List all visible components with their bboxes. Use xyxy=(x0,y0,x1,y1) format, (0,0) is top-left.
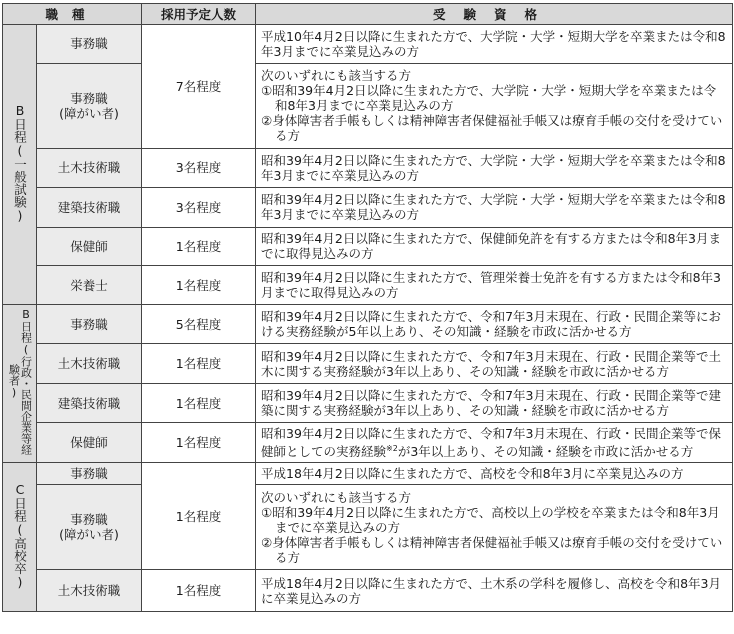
group-label: B日程(行政・民間企業等経験者) xyxy=(7,308,33,456)
qualification-cell: 昭和39年4月2日以降に生まれた方で、管理栄養士免許を有する方または令和8年3月までに取得見込みの方 xyxy=(256,266,733,305)
qualification-cell: 昭和39年4月2日以降に生まれた方で、令和7年3月末現在、行政・民間企業等で建築に関する実務経験が3年以上あり、その知識・経験を市政に活かせる方 xyxy=(256,383,733,423)
group-b-experienced xyxy=(3,304,37,462)
count-cell: 1名程度 xyxy=(142,383,256,423)
table-row xyxy=(3,25,733,64)
qualification-cell: 昭和39年4月2日以降に生まれた方で、大学院・大学・短期大学を卒業または令和8年3月までに卒業見込みの方 xyxy=(256,188,733,228)
count-cell: 1名程度 xyxy=(142,344,256,384)
qualification-cell: 昭和39年4月2日以降に生まれた方で、令和7年3月末現在、行政・民間企業等で土木に関する実務経験が3年以上あり、その知識・経験を市政に活かせる方 xyxy=(256,344,733,384)
job-cell: 土木技術職 xyxy=(37,344,142,384)
count-cell: 3名程度 xyxy=(142,188,256,228)
table-row xyxy=(3,423,733,463)
count-cell: 1名程度 xyxy=(142,570,256,612)
header-qualification: 受験資格 xyxy=(256,4,733,25)
job-cell: 建築技術職 xyxy=(37,188,142,228)
header-count: 採用予定人数 xyxy=(142,4,256,25)
count-cell: 1名程度 xyxy=(142,423,256,463)
recruitment-table xyxy=(2,3,733,612)
count-cell: 5名程度 xyxy=(142,304,256,344)
job-cell: 保健師 xyxy=(37,423,142,463)
job-cell: 事務職 (障がい者) xyxy=(37,63,142,148)
job-cell: 保健師 xyxy=(37,227,142,266)
count-cell: 3名程度 xyxy=(142,148,256,188)
table-row xyxy=(3,148,733,188)
table-row xyxy=(3,485,733,570)
footnote-marker: ※2 xyxy=(386,444,398,454)
table-row xyxy=(3,63,733,148)
count-cell: 1名程度 xyxy=(142,227,256,266)
job-cell: 土木技術職 xyxy=(37,148,142,188)
job-cell: 土木技術職 xyxy=(37,570,142,612)
table-row xyxy=(3,570,733,612)
table-row xyxy=(3,462,733,484)
group-c xyxy=(3,462,37,611)
group-b-general xyxy=(3,25,37,305)
job-cell: 事務職 (障がい者) xyxy=(37,485,142,570)
table-row xyxy=(3,383,733,423)
job-cell: 事務職 xyxy=(37,25,142,64)
qualification-cell: 平成18年4月2日以降に生まれた方で、土木系の学科を履修し、高校を令和8年3月に卒業見込みの方 xyxy=(256,570,733,612)
qualification-cell: 昭和39年4月2日以降に生まれた方で、令和7年3月末現在、行政・民間企業等で保健師としての実務経験$^{※2}$が3年以上あり、その知識・経験を市政に活かせる方 xyxy=(256,423,733,463)
table-row xyxy=(3,344,733,384)
qualification-cell: 昭和39年4月2日以降に生まれた方で、令和7年3月末現在、行政・民間企業等における実務経験が5年以上あり、その知識・経験を市政に活かせる方 xyxy=(256,304,733,344)
job-cell: 事務職 xyxy=(37,462,142,484)
header-row xyxy=(3,4,733,25)
table-row xyxy=(3,266,733,305)
group-label: B日程(一般試験) xyxy=(12,102,28,223)
group-label: C日程(高校卒) xyxy=(12,481,28,590)
header-job: 職種 xyxy=(3,4,142,25)
job-cell: 事務職 xyxy=(37,304,142,344)
qualification-cell: 昭和39年4月2日以降に生まれた方で、大学院・大学・短期大学を卒業または令和8年3月までに卒業見込みの方 xyxy=(256,148,733,188)
qualification-cell: 次のいずれにも該当する方 ①昭和39年4月2日以降に生まれた方で、大学院・大学・短期大学を卒業または令和8年3月までに卒業見込みの方 ②身体障害者手帳もしくは精神障害者保健福祉手帳又は療育手帳の交付を受けている方 xyxy=(256,63,733,148)
count-cell: 1名程度 xyxy=(142,462,256,569)
count-cell: 1名程度 xyxy=(142,266,256,305)
job-cell: 栄養士 xyxy=(37,266,142,305)
table-row xyxy=(3,227,733,266)
table-row xyxy=(3,304,733,344)
qualification-cell: 平成18年4月2日以降に生まれた方で、高校を令和8年3月に卒業見込みの方 xyxy=(256,462,733,484)
qualification-cell: 次のいずれにも該当する方 ①昭和39年4月2日以降に生まれた方で、高校以上の学校を卒業または令和8年3月までに卒業見込みの方 ②身体障害者手帳もしくは精神障害者保健福祉手帳又は療育手帳の交付を受けている方 xyxy=(256,485,733,570)
count-cell: 7名程度 xyxy=(142,25,256,149)
qualification-cell: 昭和39年4月2日以降に生まれた方で、保健師免許を有する方または令和8年3月までに取得見込みの方 xyxy=(256,227,733,266)
qualification-cell: 平成10年4月2日以降に生まれた方で、大学院・大学・短期大学を卒業または令和8年3月までに卒業見込みの方 xyxy=(256,25,733,64)
table-row xyxy=(3,188,733,228)
job-cell: 建築技術職 xyxy=(37,383,142,423)
